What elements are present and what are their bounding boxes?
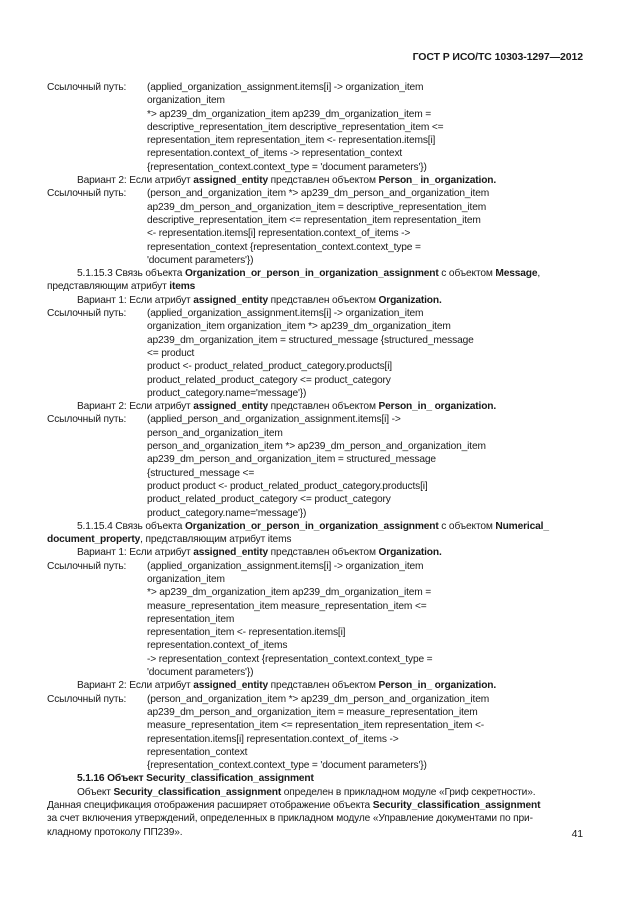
variant-text: представлен объектом: [268, 680, 379, 692]
reference-path-value: [147, 81, 585, 174]
paragraph-text: определен в прикладном модуле «Гриф секретности».: [281, 786, 536, 798]
path-line: -> representation_context {representation_context.context_type =: [147, 653, 433, 665]
path-line: product <- product_related_product_category.products[i]: [147, 361, 392, 373]
path-line: {structured_message <=: [147, 467, 255, 479]
section-number: 5.1.15.3 Связь объекта: [77, 268, 185, 280]
path-line: representation.context_of_items -> representation_context: [147, 148, 403, 160]
reference-path-block: [47, 693, 585, 773]
path-line: representation.items[i] representation.context_of_items ->: [147, 733, 399, 745]
path-line: descriptive_representation_item descriptive_representation_item <=: [147, 121, 444, 133]
object-name: Security_classification_assignment: [113, 786, 282, 798]
attribute-name: assigned_entity: [193, 680, 268, 692]
path-line: representation.context_of_items: [147, 640, 288, 652]
object-name: Organization.: [378, 294, 442, 306]
section-heading: [47, 520, 585, 533]
paragraph-text: Объект: [77, 786, 114, 798]
section-text: представляющим атрибут: [47, 281, 170, 293]
target-name: Message: [495, 268, 538, 280]
attribute-name: assigned_entity: [193, 175, 268, 187]
page-content: [47, 81, 585, 839]
path-line: descriptive_representation_item <= representation_item representation_item: [147, 214, 481, 226]
reference-path-value: [147, 693, 585, 773]
paragraph: [47, 786, 585, 799]
path-line: representation_context: [147, 746, 248, 758]
variant-text: Вариант 1: Если атрибут: [77, 547, 194, 559]
path-line: representation_item: [147, 613, 235, 625]
reference-path-label: Ссылочный путь:: [47, 693, 127, 705]
path-line: organization_item: [147, 95, 225, 107]
section-heading-cont: [47, 533, 585, 546]
path-line: measure_representation_item measure_representation_item <=: [147, 600, 427, 612]
section-number: 5.1.15.4 Связь объекта: [77, 520, 185, 532]
reference-path-label: Ссылочный путь:: [47, 188, 127, 200]
reference-path-label: Ссылочный путь:: [47, 560, 127, 572]
paragraph-line: кладному протоколу ПП239».: [47, 826, 183, 838]
section-title-text: 5.1.16 Объект Security_classification_assignment: [77, 773, 314, 785]
reference-path-block: [47, 307, 585, 400]
reference-path-label: Ссылочный путь:: [47, 414, 127, 426]
path-line: (applied_organization_assignment.items[i] -> organization_item: [147, 308, 424, 320]
object-name: Person_in_ organization.: [378, 401, 497, 413]
path-line: product_related_product_category <= product_category: [147, 374, 391, 386]
page-number: 41: [571, 828, 583, 840]
variant-line: [47, 294, 585, 307]
path-line: (applied_person_and_organization_assignment.items[i] ->: [147, 414, 401, 426]
path-line: (person_and_organization_item *> ap239_dm_person_and_organization_item: [147, 693, 490, 705]
reference-path-value: [147, 187, 585, 267]
object-name: Organization_or_person_in_organization_assignment: [185, 268, 439, 280]
section-title: [47, 772, 585, 785]
attribute-name: items: [169, 281, 196, 293]
path-line: representation_context {representation_context.context_type =: [147, 241, 421, 253]
path-line: <- representation.items[i] representation.context_of_items ->: [147, 228, 411, 240]
reference-path-block: [47, 187, 585, 267]
section-heading-cont: [47, 280, 585, 293]
reference-path-block: [47, 560, 585, 680]
variant-text: представлен объектом: [268, 547, 379, 559]
attribute-name: assigned_entity: [193, 401, 268, 413]
variant-text: представлен объектом: [268, 294, 379, 306]
path-line: product_category.name='message'}): [147, 507, 307, 519]
variant-line: [47, 400, 585, 413]
path-line: ap239_dm_person_and_organization_item = structured_message: [147, 454, 436, 466]
paragraph-line: [47, 799, 585, 812]
variant-text: Вариант 2: Если атрибут: [77, 401, 194, 413]
path-line: ap239_dm_person_and_organization_item = descriptive_representation_item: [147, 201, 487, 213]
object-name: Organization_or_person_in_organization_assignment: [185, 520, 439, 532]
path-line: ap239_dm_organization_item = structured_message {structured_message: [147, 334, 474, 346]
path-line: (applied_organization_assignment.items[i] -> organization_item: [147, 560, 424, 572]
path-line: {representation_context.context_type = 'document parameters'}): [147, 760, 427, 772]
path-line: <= product: [147, 347, 195, 359]
section-text: с объектом: [438, 520, 496, 532]
paragraph-text: Данная спецификация отображения расширяет отображение объекта: [47, 800, 373, 812]
path-line: product_related_product_category <= product_category: [147, 494, 391, 506]
section-heading: 5.1.15.3 Связь объекта Organization_or_person_in_organization_assignment с объектом Message,: [77, 268, 541, 280]
paragraph: [47, 799, 585, 839]
path-line: (applied_organization_assignment.items[i] -> organization_item: [147, 82, 424, 93]
object-name: Security_classification_assignment: [372, 800, 541, 812]
reference-path-label: Ссылочный путь:: [47, 308, 127, 320]
path-line: organization_item: [147, 573, 225, 585]
path-line: product_category.name='message'}): [147, 387, 307, 399]
path-line: product product <- product_related_product_category.products[i]: [147, 480, 428, 492]
target-name: Numerical_: [495, 520, 549, 532]
object-name: Person_in_ organization.: [378, 680, 497, 692]
path-line: *> ap239_dm_organization_item ap239_dm_organization_item =: [147, 108, 432, 120]
path-line: {representation_context.context_type = 'document parameters'}): [147, 161, 427, 173]
paragraph-line: за счет включения утверждений, определенных в прикладном модуле «Управление документами по при-: [47, 813, 533, 825]
object-name: Person_ in_organization.: [378, 175, 497, 187]
reference-path-value: [147, 413, 585, 519]
standard-header: ГОСТ Р ИСО/ТС 10303-1297—2012: [412, 51, 583, 63]
path-line: *> ap239_dm_organization_item ap239_dm_organization_item =: [147, 587, 432, 599]
reference-path-value: [147, 307, 585, 400]
path-line: representation_item representation_item <- representation.items[i]: [147, 135, 436, 147]
variant-text: представлен объектом: [268, 175, 379, 187]
variant-line: [47, 546, 585, 559]
path-line: representation_item <- representation.items[i]: [147, 627, 346, 639]
path-line: 'document parameters'}): [147, 254, 254, 266]
section-text: с объектом: [438, 268, 496, 280]
reference-path-value: [147, 560, 585, 680]
path-line: person_and_organization_item *> ap239_dm_person_and_organization_item: [147, 441, 486, 453]
variant-line: [47, 679, 585, 692]
reference-path-label: Ссылочный путь:: [47, 82, 127, 93]
section-text: , представляющим атрибут items: [140, 534, 292, 546]
variant-text: Вариант 2: Если атрибут: [77, 680, 194, 692]
attribute-name: assigned_entity: [193, 294, 268, 306]
variant-text: Вариант 1: Если атрибут: [77, 294, 194, 306]
path-line: person_and_organization_item: [147, 427, 283, 439]
variant-line: [47, 174, 585, 187]
object-name: Organization.: [378, 547, 442, 559]
path-line: organization_item organization_item *> ap239_dm_organization_item: [147, 321, 451, 333]
path-line: ap239_dm_person_and_organization_item = measure_representation_item: [147, 706, 478, 718]
path-line: measure_representation_item <= representation_item representation_item <-: [147, 720, 485, 732]
path-line: 'document parameters'}): [147, 667, 254, 679]
path-line: (person_and_organization_item *> ap239_dm_person_and_organization_item: [147, 188, 490, 200]
reference-path-block: [47, 81, 585, 174]
variant-text: Вариант 2: Если атрибут: [77, 175, 194, 187]
reference-path-block: [47, 413, 585, 519]
attribute-name: assigned_entity: [193, 547, 268, 559]
target-name: document_property: [47, 534, 141, 546]
variant-text: представлен объектом: [268, 401, 379, 413]
